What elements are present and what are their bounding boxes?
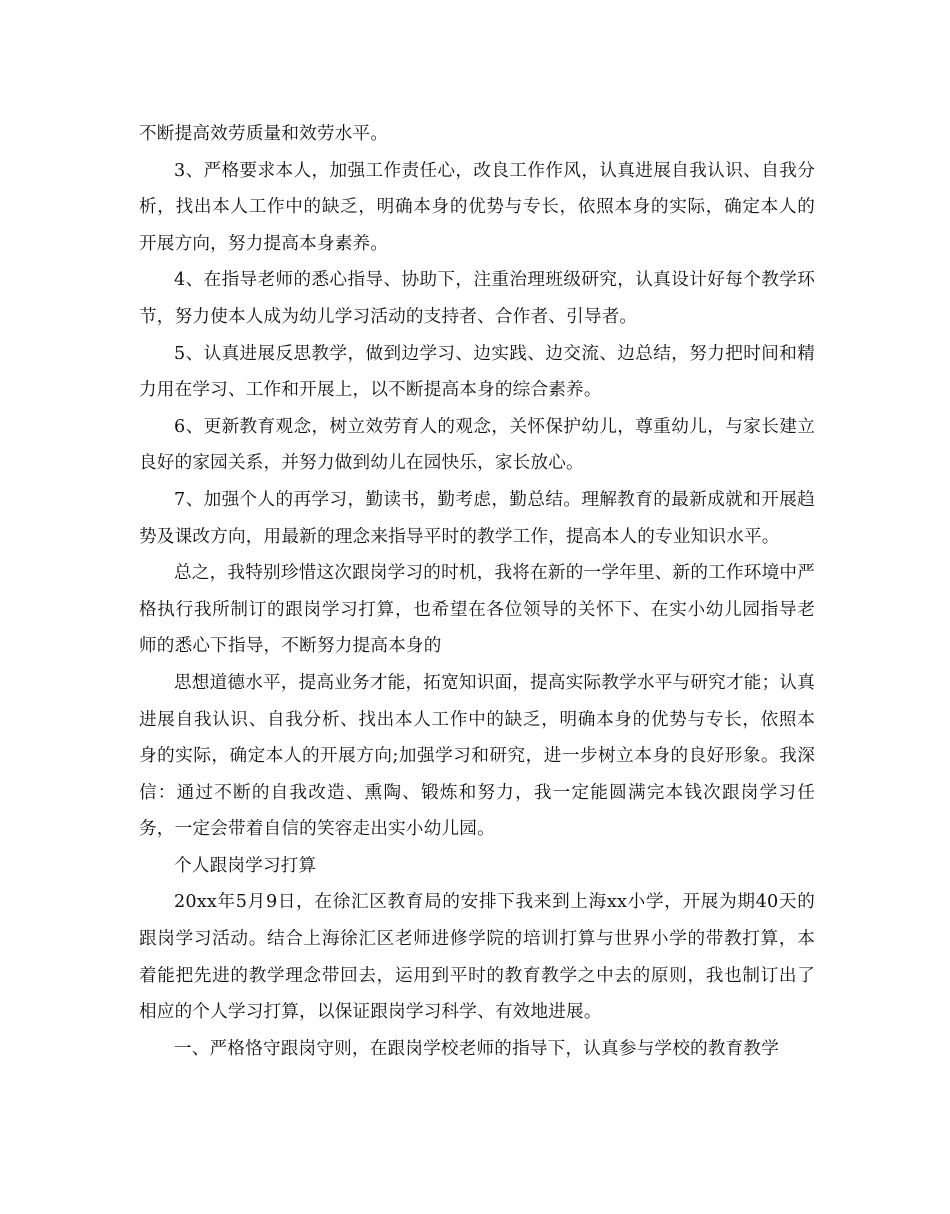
paragraph-4: 5、认真进展反思教学，做到边学习、边实践、边交流、边总结，努力把时间和精力用在学习、工作和开展上，以不断提高本身的综合素养。 <box>139 343 815 401</box>
document-body <box>139 116 815 1067</box>
paragraph-6: 7、加强个人的再学习，勤读书，勤考虑，勤总结。理解教育的最新成就和开展趋势及课改方向，用最新的理念来指导平时的教学工作，提高本人的专业知识水平。 <box>139 489 815 547</box>
paragraph-5: 6、更新教育观念，树立效劳育人的观念，关怀保护幼儿，尊重幼儿，与家长建立良好的家园关系，并努力做到幼儿在园快乐，家长放心。 <box>139 416 815 474</box>
paragraph-2: 3、严格要求本人，加强工作责任心，改良工作作风，认真进展自我认识、自我分析，找出本人工作中的缺乏，明确本身的优势与专长，依照本身的实际，确定本人的开展方向，努力提高本身素养。 <box>139 160 815 254</box>
paragraph-10: 20xx年5月9日，在徐汇区教育局的安排下我来到上海xx小学，开展为期40天的跟岗学习活动。结合上海徐汇区老师进修学院的培训打算与世界小学的带教打算，本着能把先进的教学理念带回去，运用到平时的教育教学之中去的原则，我也制订出了相应的个人学习打算，以保证跟岗学习科学、有效地进展。 <box>139 892 815 1023</box>
paragraph-11: 一、严格恪守跟岗守则，在跟岗学校老师的指导下，认真参与学校的教育教学 <box>174 1038 779 1059</box>
paragraph-1: 不断提高效劳质量和效劳水平。 <box>139 124 389 144</box>
section-heading: 个人跟岗学习打算 <box>174 855 317 876</box>
paragraph-7: 总之，我特别珍惜这次跟岗学习的时机，我将在新的一学年里、新的工作环境中严格执行我所制订的跟岗学习打算，也希望在各位领导的关怀下、在实小幼儿园指导老师的悉心下指导，不断努力提高本身的 <box>139 563 815 657</box>
paragraph-8: 思想道德水平，提高业务才能，拓宽知识面，提高实际教学水平与研究才能；认真进展自我认识、自我分析、找出本人工作中的缺乏，明确本身的优势与专长，依照本身的实际，确定本人的开展方向;加强学习和研究，进一步树立本身的良好形象。我深信：通过不断的自我改造、熏陶、锻炼和努力，我一定能圆满完本钱次跟岗学习任务，一定会带着自信的笑容走出实小幼儿园。 <box>139 672 815 840</box>
paragraph-3: 4、在指导老师的悉心指导、协助下，注重治理班级研究，认真设计好每个教学环节，努力使本人成为幼儿学习活动的支持者、合作者、引导者。 <box>139 270 815 327</box>
